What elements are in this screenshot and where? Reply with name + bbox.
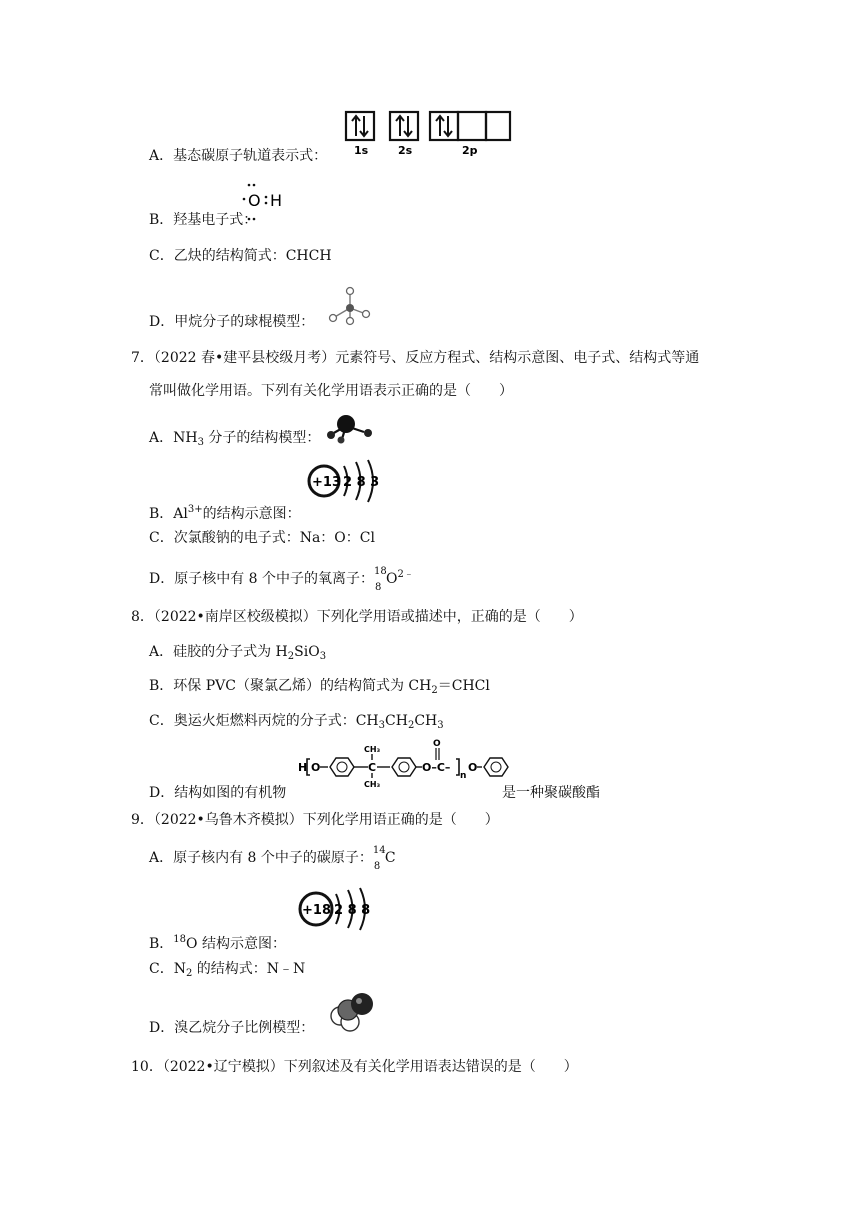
text: 3+ (187, 504, 203, 515)
text: B． (149, 936, 174, 952)
o18-shell-electrons: 2 8 8 (334, 903, 371, 918)
poly-ch3-top: CH₃ (364, 745, 381, 754)
hydrogen-symbol: H (270, 191, 283, 210)
q7-option-b (149, 501, 301, 523)
oxygen-symbol: O (248, 191, 261, 210)
q7-option-a (149, 429, 320, 452)
text: A．硅胶的分子式为 H (149, 644, 288, 660)
q8-stem: 8．（2022•南岸区校级模拟）下列化学用语或描述中，正确的是（ ） (131, 609, 583, 625)
text: C．N (149, 961, 186, 977)
al3plus-structure-diagram (304, 458, 384, 504)
text: 3 (437, 720, 444, 731)
q8-option-d: D．结构如图的有机物 (149, 785, 287, 801)
text: B．环保 PVC（聚氯乙烯）的结构简式为 CH (149, 678, 432, 694)
poly-n-subscript: n (460, 771, 467, 781)
text: 的结构示意图： (202, 506, 301, 522)
text: CH (385, 713, 408, 729)
q7-option-c: C．次氯酸钠的电子式：Na：O：Cl (149, 530, 375, 546)
o18-nucleus-charge: +18 (302, 903, 331, 918)
q7-option-d (149, 566, 414, 593)
q9-option-c (149, 960, 305, 983)
poly-h: H (298, 761, 308, 774)
text: 的结构式：N﹣N (192, 961, 306, 977)
q9-stem: 9．（2022•乌鲁木齐模拟）下列化学用语正确的是（ ） (131, 812, 499, 828)
bromoethane-space-filling-model (328, 992, 378, 1032)
q10-stem: 10．（2022•辽宁模拟）下列叙述及有关化学用语表达错误的是（ ） (131, 1059, 578, 1075)
text: 3 (319, 651, 327, 662)
q8-option-d-suffix: 是一种聚碳酸酯 (502, 785, 600, 801)
text: B．Al (149, 506, 188, 522)
poly-carbonate-link: O–C– (422, 761, 451, 774)
oxygen-isotope-notation (374, 566, 387, 593)
q9-option-d: D．溴乙烷分子比例模型： (149, 1020, 315, 1036)
text: A．原子核内有 8 个中子的碳原子： (149, 850, 373, 866)
orbital-label-1s: 1s (354, 144, 369, 157)
orbital-label-2s: 2s (398, 144, 413, 157)
methane-ball-stick-model (326, 286, 374, 326)
text: 14 (372, 845, 386, 856)
orbital-label-2p: 2p (462, 144, 478, 157)
q9-option-a (149, 845, 396, 872)
text: 2 (407, 720, 415, 731)
text: 3 (197, 437, 204, 448)
q9-option-b (149, 931, 286, 953)
text: A．NH (149, 430, 198, 446)
text: D．原子核中有 8 个中子的氧离子： (149, 571, 375, 587)
poly-o1: O (311, 761, 321, 774)
q6-option-d: D．甲烷分子的球棍模型： (149, 314, 315, 330)
poly-o2: O (468, 761, 478, 774)
q7-stem-line2: 常叫做化学用语。下列有关化学用语表示正确的是（ ） (149, 383, 513, 399)
text: 分子的结构模型： (203, 430, 321, 446)
text: C．奥运火炬燃料丙烷的分子式：CH (149, 713, 379, 729)
q7-stem-line1: 7．（2022 春•建平县校级月考）元素符号、反应方程式、结构示意图、电子式、结构式等通 (131, 350, 700, 366)
q6-option-b: B．羟基电子式： (149, 212, 258, 228)
carbon-orbital-diagram (344, 110, 514, 158)
al-shell-electrons: 2 8 3 (343, 475, 380, 490)
text: O 结构示意图： (186, 936, 286, 952)
text: 8 (373, 861, 381, 872)
nh3-structure-model (324, 412, 380, 446)
text: O (386, 571, 398, 587)
carbon-isotope-notation (372, 845, 386, 872)
text: SiO (294, 644, 320, 660)
text: 2 (185, 968, 193, 979)
polycarbonate-structure (296, 738, 526, 788)
text: 18 (374, 566, 387, 577)
text: CH (414, 713, 438, 729)
poly-carbonyl-o: O (433, 739, 441, 749)
poly-central-c: C (368, 761, 377, 774)
text: ＝CHCl (437, 678, 490, 694)
q8-option-c (149, 712, 444, 735)
text: 2﹣ (397, 569, 414, 580)
q6-option-c: C．乙炔的结构简式：CHCH (149, 248, 332, 264)
q8-option-a (149, 643, 326, 666)
text: 2 (431, 685, 438, 696)
o18-structure-diagram (294, 886, 374, 932)
text: 2 (287, 651, 295, 662)
text: C (384, 850, 396, 866)
al-nucleus-charge: +13 (312, 475, 341, 490)
q6-option-a: A．基态碳原子轨道表示式： (149, 148, 328, 164)
poly-ch3-bottom: CH₃ (364, 780, 381, 788)
text: 3 (378, 720, 386, 731)
text: 8 (375, 582, 382, 593)
text: 18 (173, 934, 187, 945)
q8-option-b (149, 677, 490, 700)
